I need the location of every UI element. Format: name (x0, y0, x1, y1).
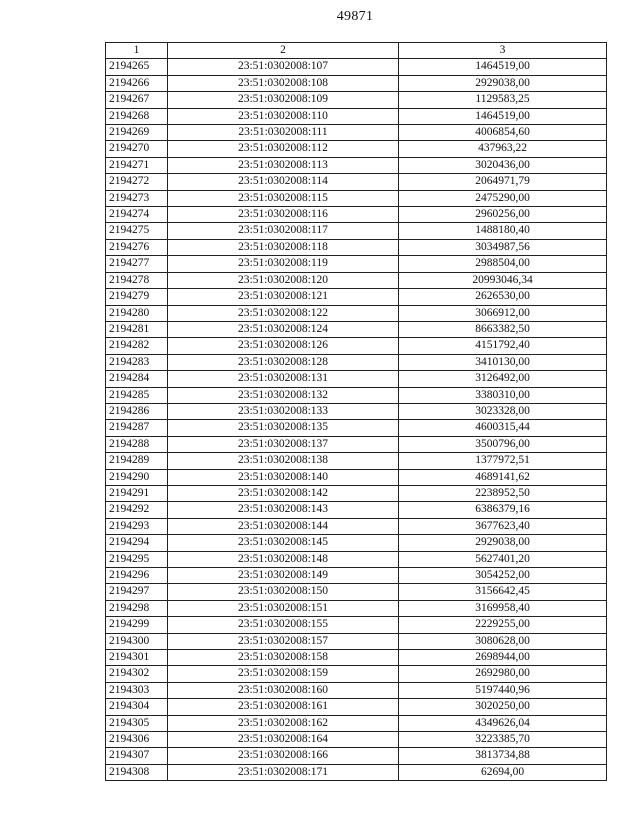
cell-cadastral-value: 3410130,00 (399, 354, 607, 370)
table-row (106, 485, 607, 501)
cell-record-number: 2194296 (106, 568, 168, 584)
cell-cadastral-number: 23:51:0302008:121 (168, 289, 399, 305)
cell-record-number: 2194265 (106, 59, 168, 75)
table-row (106, 469, 607, 485)
table-row (106, 141, 607, 157)
table-row (106, 764, 607, 780)
cell-cadastral-value: 3066912,00 (399, 305, 607, 321)
cell-cadastral-number: 23:51:0302008:140 (168, 469, 399, 485)
cell-cadastral-number: 23:51:0302008:108 (168, 75, 399, 91)
cell-record-number: 2194297 (106, 584, 168, 600)
table-row (106, 371, 607, 387)
cell-record-number: 2194295 (106, 551, 168, 567)
cell-record-number: 2194285 (106, 387, 168, 403)
cell-cadastral-number: 23:51:0302008:162 (168, 715, 399, 731)
cell-cadastral-value: 5197440,96 (399, 682, 607, 698)
cell-record-number: 2194293 (106, 518, 168, 534)
table-row (106, 59, 607, 75)
cell-cadastral-value: 8663382,50 (399, 321, 607, 337)
cell-cadastral-value: 3080628,00 (399, 633, 607, 649)
cell-cadastral-value: 20993046,34 (399, 272, 607, 288)
cell-cadastral-value: 2229255,00 (399, 617, 607, 633)
cell-record-number: 2194268 (106, 108, 168, 124)
cell-cadastral-value: 4600315,44 (399, 420, 607, 436)
cell-cadastral-value: 1488180,40 (399, 223, 607, 239)
cell-cadastral-value: 1129583,25 (399, 92, 607, 108)
table-row (106, 617, 607, 633)
table-row (106, 223, 607, 239)
cell-record-number: 2194284 (106, 371, 168, 387)
table-row (106, 502, 607, 518)
table-row (106, 125, 607, 141)
cell-record-number: 2194290 (106, 469, 168, 485)
cell-record-number: 2194302 (106, 666, 168, 682)
cell-cadastral-number: 23:51:0302008:171 (168, 764, 399, 780)
cell-record-number: 2194282 (106, 338, 168, 354)
cell-cadastral-number: 23:51:0302008:155 (168, 617, 399, 633)
cell-cadastral-number: 23:51:0302008:138 (168, 453, 399, 469)
cell-cadastral-value: 4006854,60 (399, 125, 607, 141)
cell-cadastral-number: 23:51:0302008:117 (168, 223, 399, 239)
cell-cadastral-number: 23:51:0302008:160 (168, 682, 399, 698)
cell-cadastral-number: 23:51:0302008:157 (168, 633, 399, 649)
cell-record-number: 2194276 (106, 239, 168, 255)
cell-record-number: 2194298 (106, 600, 168, 616)
cell-record-number: 2194275 (106, 223, 168, 239)
cell-cadastral-value: 2698944,00 (399, 650, 607, 666)
cell-cadastral-number: 23:51:0302008:164 (168, 732, 399, 748)
table-row (106, 633, 607, 649)
table-row (106, 584, 607, 600)
cell-cadastral-number: 23:51:0302008:113 (168, 157, 399, 173)
cell-record-number: 2194301 (106, 650, 168, 666)
column-header-3: 3 (399, 43, 607, 59)
cell-cadastral-value: 3169958,40 (399, 600, 607, 616)
table-row (106, 387, 607, 403)
cell-cadastral-value: 62694,00 (399, 764, 607, 780)
cell-cadastral-number: 23:51:0302008:131 (168, 371, 399, 387)
cell-cadastral-value: 2960256,00 (399, 207, 607, 223)
cell-cadastral-number: 23:51:0302008:161 (168, 699, 399, 715)
cell-record-number: 2194303 (106, 682, 168, 698)
cell-record-number: 2194289 (106, 453, 168, 469)
cell-cadastral-value: 3020250,00 (399, 699, 607, 715)
cell-cadastral-value: 2064971,79 (399, 174, 607, 190)
table-body (106, 59, 607, 781)
cell-cadastral-number: 23:51:0302008:166 (168, 748, 399, 764)
table-row (106, 289, 607, 305)
table-row (106, 354, 607, 370)
cell-cadastral-number: 23:51:0302008:137 (168, 436, 399, 452)
cell-record-number: 2194286 (106, 403, 168, 419)
cell-record-number: 2194294 (106, 535, 168, 551)
cell-record-number: 2194266 (106, 75, 168, 91)
cell-cadastral-number: 23:51:0302008:142 (168, 485, 399, 501)
cell-cadastral-value: 3054252,00 (399, 568, 607, 584)
cell-cadastral-value: 2929038,00 (399, 75, 607, 91)
cell-record-number: 2194287 (106, 420, 168, 436)
cell-cadastral-value: 6386379,16 (399, 502, 607, 518)
cell-record-number: 2194288 (106, 436, 168, 452)
cell-record-number: 2194306 (106, 732, 168, 748)
cell-cadastral-value: 1464519,00 (399, 108, 607, 124)
table-row (106, 666, 607, 682)
cell-cadastral-number: 23:51:0302008:128 (168, 354, 399, 370)
cell-record-number: 2194272 (106, 174, 168, 190)
cell-cadastral-value: 3500796,00 (399, 436, 607, 452)
table-row (106, 239, 607, 255)
column-header-2: 2 (168, 43, 399, 59)
cell-cadastral-number: 23:51:0302008:158 (168, 650, 399, 666)
cell-record-number: 2194307 (106, 748, 168, 764)
table-row (106, 305, 607, 321)
cell-cadastral-number: 23:51:0302008:159 (168, 666, 399, 682)
cell-cadastral-value: 1464519,00 (399, 59, 607, 75)
cell-cadastral-value: 1377972,51 (399, 453, 607, 469)
cell-cadastral-value: 3156642,45 (399, 584, 607, 600)
cell-cadastral-number: 23:51:0302008:135 (168, 420, 399, 436)
table-row (106, 699, 607, 715)
table-header-row (106, 43, 607, 59)
cell-cadastral-value: 3023328,00 (399, 403, 607, 419)
cell-record-number: 2194281 (106, 321, 168, 337)
cell-cadastral-number: 23:51:0302008:150 (168, 584, 399, 600)
table-row (106, 600, 607, 616)
cell-cadastral-number: 23:51:0302008:107 (168, 59, 399, 75)
cell-record-number: 2194300 (106, 633, 168, 649)
cell-cadastral-number: 23:51:0302008:112 (168, 141, 399, 157)
table-row (106, 75, 607, 91)
cell-record-number: 2194277 (106, 256, 168, 272)
cell-record-number: 2194271 (106, 157, 168, 173)
cell-cadastral-number: 23:51:0302008:133 (168, 403, 399, 419)
cell-record-number: 2194292 (106, 502, 168, 518)
cell-cadastral-value: 3020436,00 (399, 157, 607, 173)
cell-cadastral-value: 2238952,50 (399, 485, 607, 501)
cell-cadastral-value: 3677623,40 (399, 518, 607, 534)
cell-cadastral-number: 23:51:0302008:109 (168, 92, 399, 108)
cell-cadastral-value: 4689141,62 (399, 469, 607, 485)
cell-cadastral-number: 23:51:0302008:144 (168, 518, 399, 534)
table-row (106, 272, 607, 288)
cell-cadastral-value: 3034987,56 (399, 239, 607, 255)
cell-cadastral-value: 2988504,00 (399, 256, 607, 272)
table-row (106, 650, 607, 666)
cell-record-number: 2194305 (106, 715, 168, 731)
table-row (106, 157, 607, 173)
table-row (106, 518, 607, 534)
cell-cadastral-number: 23:51:0302008:143 (168, 502, 399, 518)
page-number: 49871 (336, 9, 374, 24)
cell-record-number: 2194308 (106, 764, 168, 780)
column-header-1: 1 (106, 43, 168, 59)
cell-cadastral-number: 23:51:0302008:132 (168, 387, 399, 403)
cell-cadastral-value: 4349626,04 (399, 715, 607, 731)
table-row (106, 551, 607, 567)
cell-cadastral-value: 2929038,00 (399, 535, 607, 551)
cell-cadastral-number: 23:51:0302008:145 (168, 535, 399, 551)
table-row (106, 207, 607, 223)
cell-cadastral-value: 2692980,00 (399, 666, 607, 682)
cell-record-number: 2194270 (106, 141, 168, 157)
cell-cadastral-number: 23:51:0302008:124 (168, 321, 399, 337)
cell-record-number: 2194304 (106, 699, 168, 715)
table-row (106, 453, 607, 469)
table-row (106, 338, 607, 354)
cell-cadastral-value: 5627401,20 (399, 551, 607, 567)
cell-cadastral-value: 437963,22 (399, 141, 607, 157)
table-row (106, 256, 607, 272)
cell-cadastral-number: 23:51:0302008:120 (168, 272, 399, 288)
cell-record-number: 2194280 (106, 305, 168, 321)
cell-cadastral-number: 23:51:0302008:122 (168, 305, 399, 321)
cell-record-number: 2194283 (106, 354, 168, 370)
cell-record-number: 2194279 (106, 289, 168, 305)
table-row (106, 108, 607, 124)
table-row (106, 420, 607, 436)
cell-cadastral-number: 23:51:0302008:126 (168, 338, 399, 354)
cell-cadastral-number: 23:51:0302008:115 (168, 190, 399, 206)
cell-cadastral-value: 3380310,00 (399, 387, 607, 403)
cell-cadastral-number: 23:51:0302008:151 (168, 600, 399, 616)
cell-record-number: 2194274 (106, 207, 168, 223)
cell-cadastral-value: 3813734,88 (399, 748, 607, 764)
cell-record-number: 2194299 (106, 617, 168, 633)
cell-cadastral-number: 23:51:0302008:111 (168, 125, 399, 141)
cell-cadastral-number: 23:51:0302008:119 (168, 256, 399, 272)
cell-cadastral-number: 23:51:0302008:149 (168, 568, 399, 584)
register-table (105, 42, 607, 781)
cell-record-number: 2194269 (106, 125, 168, 141)
table-row (106, 321, 607, 337)
cell-cadastral-number: 23:51:0302008:118 (168, 239, 399, 255)
cell-record-number: 2194291 (106, 485, 168, 501)
table-row (106, 92, 607, 108)
cell-cadastral-number: 23:51:0302008:148 (168, 551, 399, 567)
cell-cadastral-number: 23:51:0302008:116 (168, 207, 399, 223)
table-row (106, 732, 607, 748)
cell-record-number: 2194273 (106, 190, 168, 206)
table-row (106, 682, 607, 698)
cell-cadastral-value: 2475290,00 (399, 190, 607, 206)
cell-cadastral-number: 23:51:0302008:114 (168, 174, 399, 190)
cell-cadastral-value: 3223385,70 (399, 732, 607, 748)
cell-cadastral-value: 3126492,00 (399, 371, 607, 387)
cell-record-number: 2194267 (106, 92, 168, 108)
table-row (106, 535, 607, 551)
table-row (106, 568, 607, 584)
table-row (106, 174, 607, 190)
table-row (106, 403, 607, 419)
table-row (106, 715, 607, 731)
cell-cadastral-number: 23:51:0302008:110 (168, 108, 399, 124)
cell-cadastral-value: 2626530,00 (399, 289, 607, 305)
table-row (106, 190, 607, 206)
table-row (106, 748, 607, 764)
cell-record-number: 2194278 (106, 272, 168, 288)
table-row (106, 436, 607, 452)
cell-cadastral-value: 4151792,40 (399, 338, 607, 354)
